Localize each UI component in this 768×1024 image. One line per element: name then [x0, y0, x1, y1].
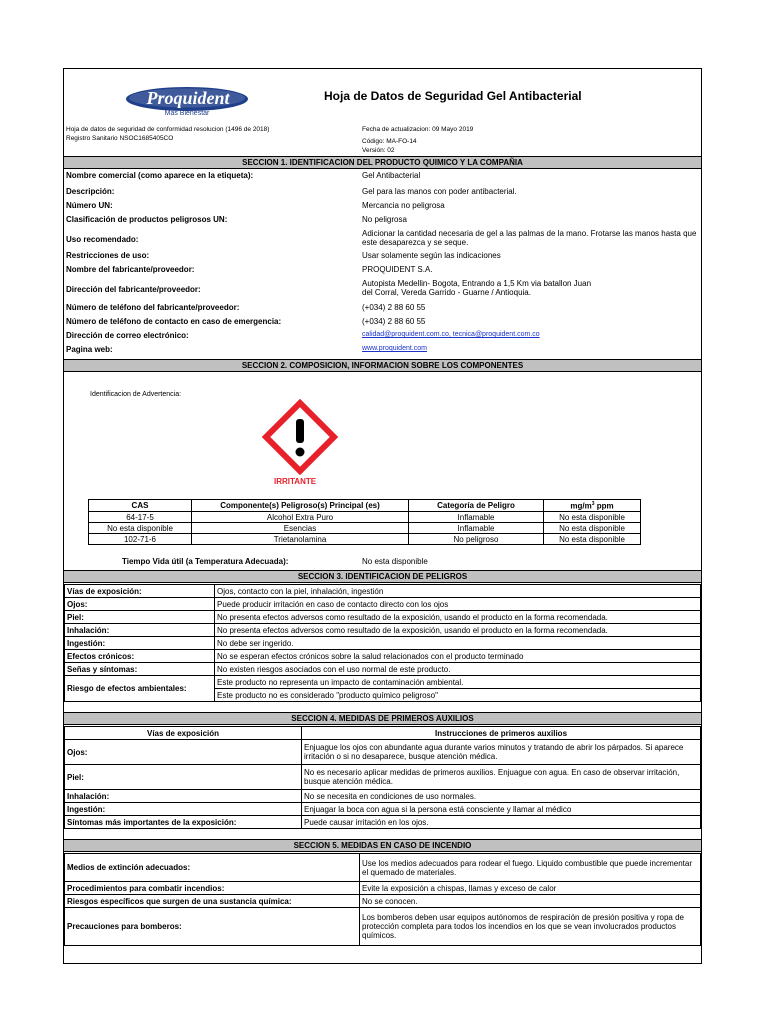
- document-title: Hoja de Datos de Seguridad Gel Antibacterial: [324, 89, 582, 103]
- brand-tagline: Más Bienestar: [164, 110, 210, 117]
- section3-header: SECCION 3. IDENTIFICACION DE PELIGROS: [64, 570, 701, 583]
- update-date: Fecha de actualizacion: 09 Mayo 2019: [362, 126, 474, 133]
- table-row: 102-71-6 Trietanolamina No peligroso No esta disponible: [89, 534, 641, 545]
- table-row: Riesgo de efectos ambientales: Este producto no representa un impacto de contaminación ambiental.: [65, 676, 701, 689]
- shelf-life-label: Tiempo Vida útil (a Temperatura Adecuada):: [122, 557, 289, 566]
- website-link[interactable]: www.proquident.com: [362, 345, 427, 352]
- table-row: Ojos: Puede producir irritación en caso de contacto directo con los ojos: [65, 598, 701, 611]
- table-row: Piel: No es necesario aplicar medidas de primeros auxilios. Enjuague con agua. En caso de observar irritación, busque atención médica.: [65, 765, 701, 790]
- table-row: No esta disponible Esencias Inflamable No esta disponible: [89, 523, 641, 534]
- fire-measures-table: [64, 853, 701, 946]
- table-row: Este producto no es considerado "producto químico peligroso": [65, 689, 701, 702]
- table-header-row: CAS Componente(s) Peligroso(s) Principal (es) Categoría de Peligro $mg/m^3$ ppm: [89, 500, 641, 512]
- table-row: Precauciones para bomberos: Los bomberos deben usar equipos autónomos de respiración de presión positiva y ropa de protección completa para todos los incendios en los que se vean involucrados productos químicos.: [65, 908, 701, 946]
- table-row: Inhalación: No se necesita en condiciones de uso normales.: [65, 790, 701, 803]
- document-code: Código: MA-FO-14: [362, 138, 417, 145]
- table-header-row: Vías de exposición Instrucciones de primeros auxilios: [65, 727, 701, 740]
- section1-header: SECCION 1. IDENTIFICACION DEL PRODUCTO QUIMICO Y LA COMPAÑIA: [64, 156, 701, 169]
- first-aid-table: [64, 726, 701, 829]
- table-row: Ojos: Enjuague los ojos con abundante agua durante varios minutos y tratando de abrir los párpados. Si aparece irritación o si no desaparece, busque atención médica.: [65, 740, 701, 765]
- components-table: [88, 499, 641, 545]
- table-row: Efectos crónicos: No se esperan efectos crónicos sobre la salud relacionados con el producto terminado: [65, 650, 701, 663]
- brand-name: Proquident: [146, 88, 230, 108]
- table-row: Síntomas más importantes de la exposición: Puede causar irritación en los ojos.: [65, 816, 701, 829]
- document-version: Versión: 02: [362, 147, 395, 154]
- section2-header: SECCION 2. COMPOSICION, INFORMACION SOBRE LOS COMPONENTES: [64, 359, 701, 372]
- shelf-life-value: No esta disponible: [362, 557, 428, 566]
- warning-identification-label: Identificacion de Advertencia:: [90, 391, 182, 398]
- table-row: Piel: No presenta efectos adversos como resultado de la exposición, usando el producto en la forma recomendada.: [65, 611, 701, 624]
- table-row: Riesgos específicos que surgen de una sustancia química: No se conocen.: [65, 895, 701, 908]
- ghs-exclamation-pictogram-icon: [262, 399, 338, 475]
- section4-header: SECCION 4. MEDIDAS DE PRIMEROS AUXILIOS: [64, 712, 701, 725]
- table-row: Señas y síntomas: No existen riesgos asociados con el uso normal de este producto.: [65, 663, 701, 676]
- email-link[interactable]: calidad@proquident.com.co, tecnica@proquident.com.co: [362, 331, 540, 338]
- sanitary-registry: Registro Sanitario NSOC1685405CO: [66, 135, 174, 142]
- table-row: Procedimientos para combatir incendios: Evite la exposición a chispas, llamas y exceso de calor: [65, 882, 701, 895]
- table-row: Ingestión: No debe ser ingerido.: [65, 637, 701, 650]
- hazards-table: [64, 584, 701, 702]
- table-row: Vías de exposición: Ojos, contacto con la piel, inhalación, ingestión: [65, 585, 701, 598]
- safety-data-sheet: Proquident Más Bienestar Hoja de Datos de Seguridad Gel Antibacterial Hoja de datos de seguridad de conformidad resolucion (1496 de 2018) Registro Sanitario NSOC1685405CO Fecha de actualizacion: 09 Mayo 2019 Código: MA-FO-14 Versión: 02 SECCION 1. IDENTIFICACION DEL PRODUCTO QUIMICO Y LA COMPAÑIA Nombre comercial (como aparece en la etiqueta): Gel Antibacterial Descripción: Gel para las manos con poder antibacterial. Número UN: Mercancia no peligrosa Clasificación de productos peligrosos UN: No peligrosa Uso recomendado: Adicionar la cantidad necesaria de gel a las palmas de la mano. Frotarse las manos hasta que este desaparezca y se seque. Restricciones de uso: Usar solamente según las indicaciones Nombre del fabricante/proveedor: PROQUIDENT S.A. Dirección del fabricante/proveedor: Autopista Medellin- Bogota, Entrando a 1,5 Km via batallon Juan del Corral, Vereda Garrido - Guarne / Antioquia. Número de teléfono del fabricante/proveedor: (+034) 2 88 60 55 Número de teléfono de contacto en caso de emergencia: (+034) 2 88 60 55 Dirección de correo electrónico: calidad@proquident.com.co, tecnica@proquident.com.co Pagina web: www.proquident.com SECCION 2. COMPOSICION, INFORMACION SOBRE LOS COMPONENTES Identificacion de Advertencia: IRRITANTE CAS Componente(s) Peligroso(s) Principal (es) Categoría de Peligro $mg/m^3$ ppm 64-17-5 Alcohol Extra Puro Inflamable No esta disponible No esta disponible Esencias Inflamable No esta disponible 102-71-6 Trietanolamina No peligroso No esta disponible Tiempo Vida útil (a Temperatura Adecuada): No esta disponible SECCION 3. IDENTIFICACION DE PELIGROS Vías de exposición: Ojos, contacto con la piel, inhalación, ingestión Ojos: Puede producir irritación en caso de contacto directo con los ojos Piel: No presenta efectos adversos como resultado de la exposición, usando el producto en la forma recomendada. Inhalación: No presenta efectos adversos como resultado de la exposición, usando el producto en la forma recomendada. Ingestión: No debe ser ingerido. Efectos crónicos: No se esperan efectos crónicos sobre la salud relacionados con el producto terminado Señas y síntomas: No existen riesgos asociados con el uso normal de este producto. Riesgo de efectos ambientales: Este producto no representa un impacto de contaminación ambiental. Este producto no es considerado "producto químico peligroso" SECCION 4. MEDIDAS DE PRIMEROS AUXILIOS Vías de exposición Instrucciones de primeros auxilios Ojos: Enjuague los ojos con abundante agua durante varios minutos y tratando de abrir los párpados. Si aparece irritación o si no desaparece, busque atención médica. Piel: No es necesario aplicar medidas de primeros auxilios. Enjuague con agua. En caso de observar irritación, busque atención médica. Inhalación: No se necesita en condiciones de uso normales. Ingestión: Enjuagar la boca con agua si la persona está consciente y llamar al médico Síntomas más importantes de la exposición: Puede causar irritación en los ojos. SECCION 5. MEDIDAS EN CASO DE INCENDIO Medios de extinción adecuados: Use los medios adecuados para rodear el fuego. Liquido combustible que puede incrementar el quemado de materiales. Procedimientos para combatir incendios: Evite la exposición a chispas, llamas y exceso de calor Riesgos específicos que surgen de una sustancia química: No se conocen. Precauciones para bomberos: Los bomberos deben usar equipos autónomos de respiración de presión positiva y ropa de protección completa para todos los incendios en los que se vean involucrados productos químicos.: [63, 68, 702, 964]
- regulation-line: Hoja de datos de seguridad de conformidad resolucion (1496 de 2018): [66, 126, 270, 133]
- table-row: Ingestión: Enjuagar la boca con agua si la persona está consciente y llamar al médico: [65, 803, 701, 816]
- pictogram-label: IRRITANTE: [274, 477, 317, 486]
- section5-header: SECCION 5. MEDIDAS EN CASO DE INCENDIO: [64, 839, 701, 852]
- table-row: Medios de extinción adecuados: Use los medios adecuados para rodear el fuego. Liquido combustible que puede incrementar el quemado de materiales.: [65, 854, 701, 882]
- table-row: Inhalación: No presenta efectos adversos como resultado de la exposición, usando el producto en la forma recomendada.: [65, 624, 701, 637]
- table-row: 64-17-5 Alcohol Extra Puro Inflamable No esta disponible: [89, 512, 641, 523]
- proquident-logo: [124, 86, 250, 120]
